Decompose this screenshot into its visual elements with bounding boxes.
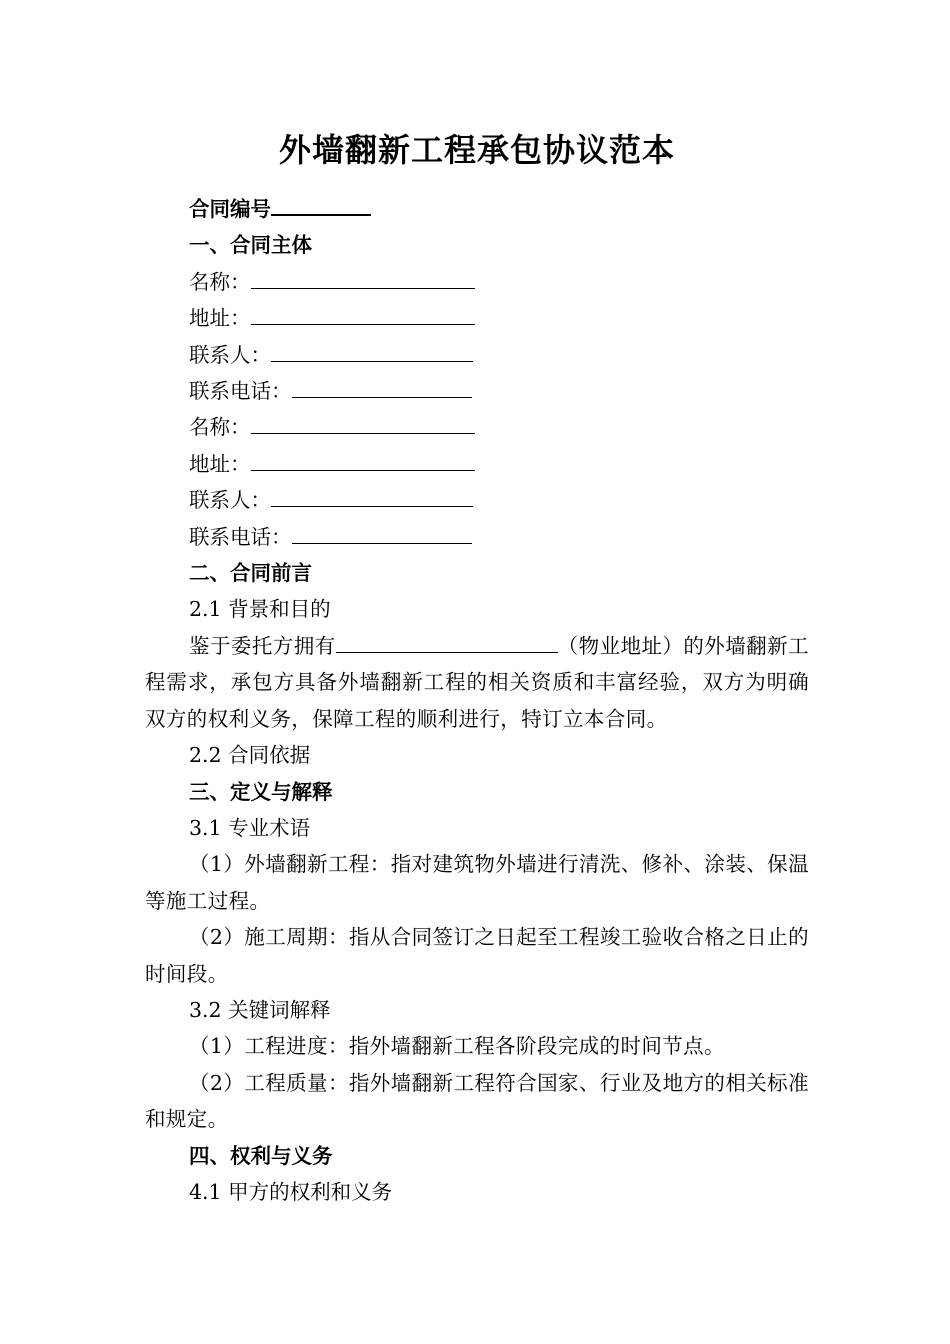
clause-2-1-text-a: 鉴于委托方拥有 <box>189 633 336 658</box>
clause-3-2-item-2: （2）工程质量：指外墙翻新工程符合国家、行业及地方的相关标准和规定。 <box>145 1070 809 1132</box>
party-a-contact-label: 联系人： <box>189 342 271 367</box>
party-b-phone-line <box>145 519 809 555</box>
party-a-phone-line <box>145 373 809 409</box>
party-a-phone-label: 联系电话： <box>189 379 292 404</box>
party-b-contact-line <box>145 482 809 518</box>
clause-2-2-heading: 2.2 合同依据 <box>189 743 311 768</box>
clause-3-1-heading: 3.1 专业术语 <box>189 815 311 840</box>
clause-2-1-heading: 2.1 背景和目的 <box>189 597 331 622</box>
party-a-name-label: 名称： <box>189 269 251 294</box>
clause-3-1-item-1: （1）外墙翻新工程：指对建筑物外墙进行清洗、修补、涂装、保温等施工过程。 <box>145 852 809 913</box>
clause-3-2-item-1: （1）工程进度：指外墙翻新工程各阶段完成的时间节点。 <box>189 1034 725 1059</box>
clause-3-2-heading: 3.2 关键词解释 <box>189 997 331 1022</box>
party-b-name-blank <box>251 409 475 434</box>
document-title: 外墙翻新工程承包协议范本 <box>278 131 675 169</box>
party-b-contact-blank <box>271 482 473 507</box>
party-a-contact-line <box>145 337 809 373</box>
party-a-address-line <box>145 300 809 336</box>
clause-3-1-item-2: （2）施工周期：指从合同签订之日起至工程竣工验收合格之日止的时间段。 <box>145 925 809 986</box>
party-b-address-blank <box>251 446 475 471</box>
section-heading-2: 二、合同前言 <box>189 561 312 586</box>
party-a-address-label: 地址： <box>189 306 251 331</box>
party-a-contact-blank <box>271 337 473 362</box>
section-heading-1: 一、合同主体 <box>189 233 312 258</box>
section-heading-3: 三、定义与解释 <box>189 779 333 804</box>
contract-number-line <box>145 190 809 227</box>
party-b-address-line <box>145 446 809 482</box>
party-b-name-label: 名称： <box>189 415 251 440</box>
clause-2-1-text-b: （物业地址）的外墙翻新工程需求，承包方具备外墙翻新工程的相关资质和丰富经验，双方为明确双方的权利义务，保障工程的顺利进行，特订立本合同。 <box>145 633 809 731</box>
clause-4-1-heading: 4.1 甲方的权利和义务 <box>189 1179 393 1204</box>
clause-2-1-paragraph <box>145 628 809 737</box>
document-page <box>145 124 809 1210</box>
party-a-phone-blank <box>292 373 472 398</box>
contract-number-label: 合同编号 <box>189 197 271 221</box>
party-b-address-label: 地址： <box>189 451 251 476</box>
property-address-blank <box>336 628 558 653</box>
section-heading-4: 四、权利与义务 <box>189 1143 333 1168</box>
contract-number-blank <box>271 190 371 216</box>
party-b-contact-label: 联系人： <box>189 488 271 513</box>
party-b-name-line <box>145 409 809 445</box>
party-b-phone-label: 联系电话： <box>189 524 292 549</box>
party-a-name-blank <box>251 264 475 289</box>
party-b-phone-blank <box>292 519 472 544</box>
party-a-address-blank <box>251 300 475 325</box>
party-a-name-line <box>145 264 809 300</box>
